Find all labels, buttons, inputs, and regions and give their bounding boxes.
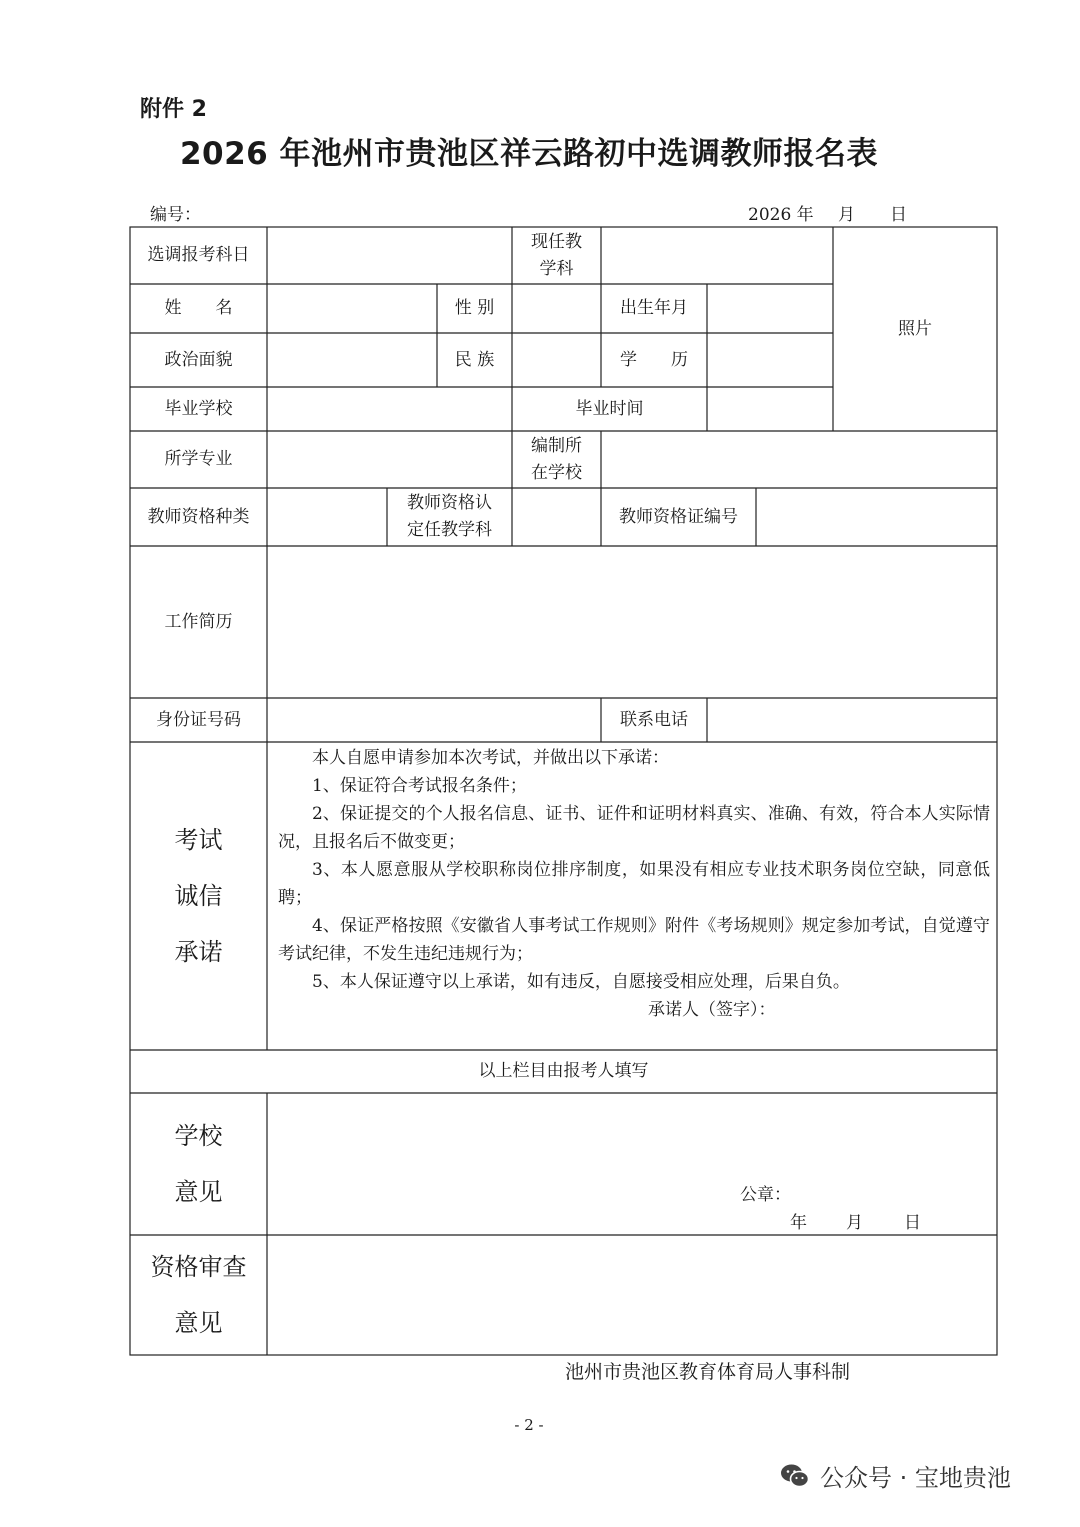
name-field[interactable] [267, 284, 437, 333]
gender-field[interactable] [512, 284, 601, 333]
review-opinion-label: 资格审查 意见 [150, 1253, 247, 1337]
cert-number-label: 教师资格证编号 [619, 506, 738, 527]
date-day: 日 [890, 205, 907, 225]
page-number: - 2 - [514, 1416, 544, 1434]
birth-field[interactable] [707, 284, 833, 333]
cert-type-field[interactable] [267, 488, 387, 546]
subject-applied-label: 选调报考科日 [147, 245, 250, 265]
cert-subject-label: 教师资格认 定任教学科 [407, 493, 492, 540]
major-field[interactable] [267, 431, 512, 488]
grad-school-label: 毕业学校 [164, 398, 233, 419]
pledge-line: 本人自愿申请参加本次考试，并做出以下承诺： [312, 748, 669, 768]
date-month: 月 [838, 205, 855, 225]
wechat-watermark [780, 1458, 1011, 1493]
ethnicity-field[interactable] [512, 333, 601, 387]
pledge-text [278, 744, 990, 1024]
serial-number-label: 编号： [150, 205, 201, 225]
issuing-office: 池州市贵池区教育体育局人事科制 [565, 1361, 851, 1383]
filled-by-applicant-note: 以上栏目由报考人填写 [478, 1061, 649, 1081]
grad-time-label: 毕业时间 [575, 398, 644, 419]
school-opinion-label: 学校 意见 [174, 1122, 223, 1206]
pledge-line: 5、本人保证遵守以上承诺，如有违反，自愿接受相应处理，后果自负。 [312, 972, 850, 992]
grad-time-field[interactable] [707, 387, 833, 431]
photo-box[interactable]: 照片 [898, 318, 932, 339]
official-seal-label: 公章： [740, 1185, 791, 1205]
political-field[interactable] [267, 333, 437, 387]
date-year: 2026 年 [748, 205, 814, 225]
ethnicity-label: 民 族 [454, 349, 495, 370]
current-subject-label: 现任教 学科 [531, 231, 582, 279]
resume-label: 工作简历 [164, 611, 233, 632]
major-label: 所学专业 [164, 449, 233, 469]
review-opinion-field[interactable] [267, 1235, 997, 1355]
resume-field[interactable] [267, 546, 997, 698]
wechat-icon [780, 1463, 810, 1489]
gender-label: 性 别 [454, 298, 495, 318]
pledge-signature-label[interactable]: 承诺人（签字）： [648, 1000, 776, 1020]
political-label: 政治面貌 [164, 349, 233, 370]
wechat-account-name: 公众号 · 宝地贵池 [820, 1464, 1011, 1492]
establishment-label: 编制所 在学校 [531, 435, 582, 483]
name-label: 姓 名 [164, 298, 233, 318]
cert-subject-field[interactable] [512, 488, 601, 546]
education-field[interactable] [707, 333, 833, 387]
pledge-line: 4、保证严格按照《安徽省人事考试工作规则》附件《考场规则》规定参加考试，自觉遵守考试纪律，不发生违纪违规行为； [278, 916, 990, 964]
subject-applied-field[interactable] [267, 227, 512, 284]
education-label: 学 历 [620, 349, 688, 370]
id-number-label: 身份证号码 [156, 709, 241, 730]
cert-type-label: 教师资格种类 [147, 506, 250, 527]
establishment-field[interactable] [601, 431, 997, 488]
grad-school-field[interactable] [267, 387, 512, 431]
phone-label: 联系电话 [620, 709, 688, 730]
form-title: 2026 年池州市贵池区祥云路初中选调教师报名表 [179, 136, 879, 172]
cert-number-field[interactable] [756, 488, 997, 546]
seal-date: 年 月 日 [790, 1213, 921, 1233]
pledge-line: 1、保证符合考试报名条件； [312, 776, 527, 796]
pledge-label: 考试 诚信 承诺 [174, 826, 223, 966]
current-subject-field[interactable] [601, 227, 833, 284]
attachment-label: 附件 2 [140, 97, 207, 122]
pledge-line: 3、本人愿意服从学校职称岗位排序制度，如果没有相应专业技术职务岗位空缺，同意低聘； [278, 860, 990, 908]
phone-field[interactable] [707, 698, 997, 742]
birth-label: 出生年月 [620, 298, 688, 318]
id-number-field[interactable] [267, 698, 601, 742]
pledge-line: 2、保证提交的个人报名信息、证书、证件和证明材料真实、准确、有效，符合本人实际情况，且报名后不做变更； [278, 804, 990, 852]
